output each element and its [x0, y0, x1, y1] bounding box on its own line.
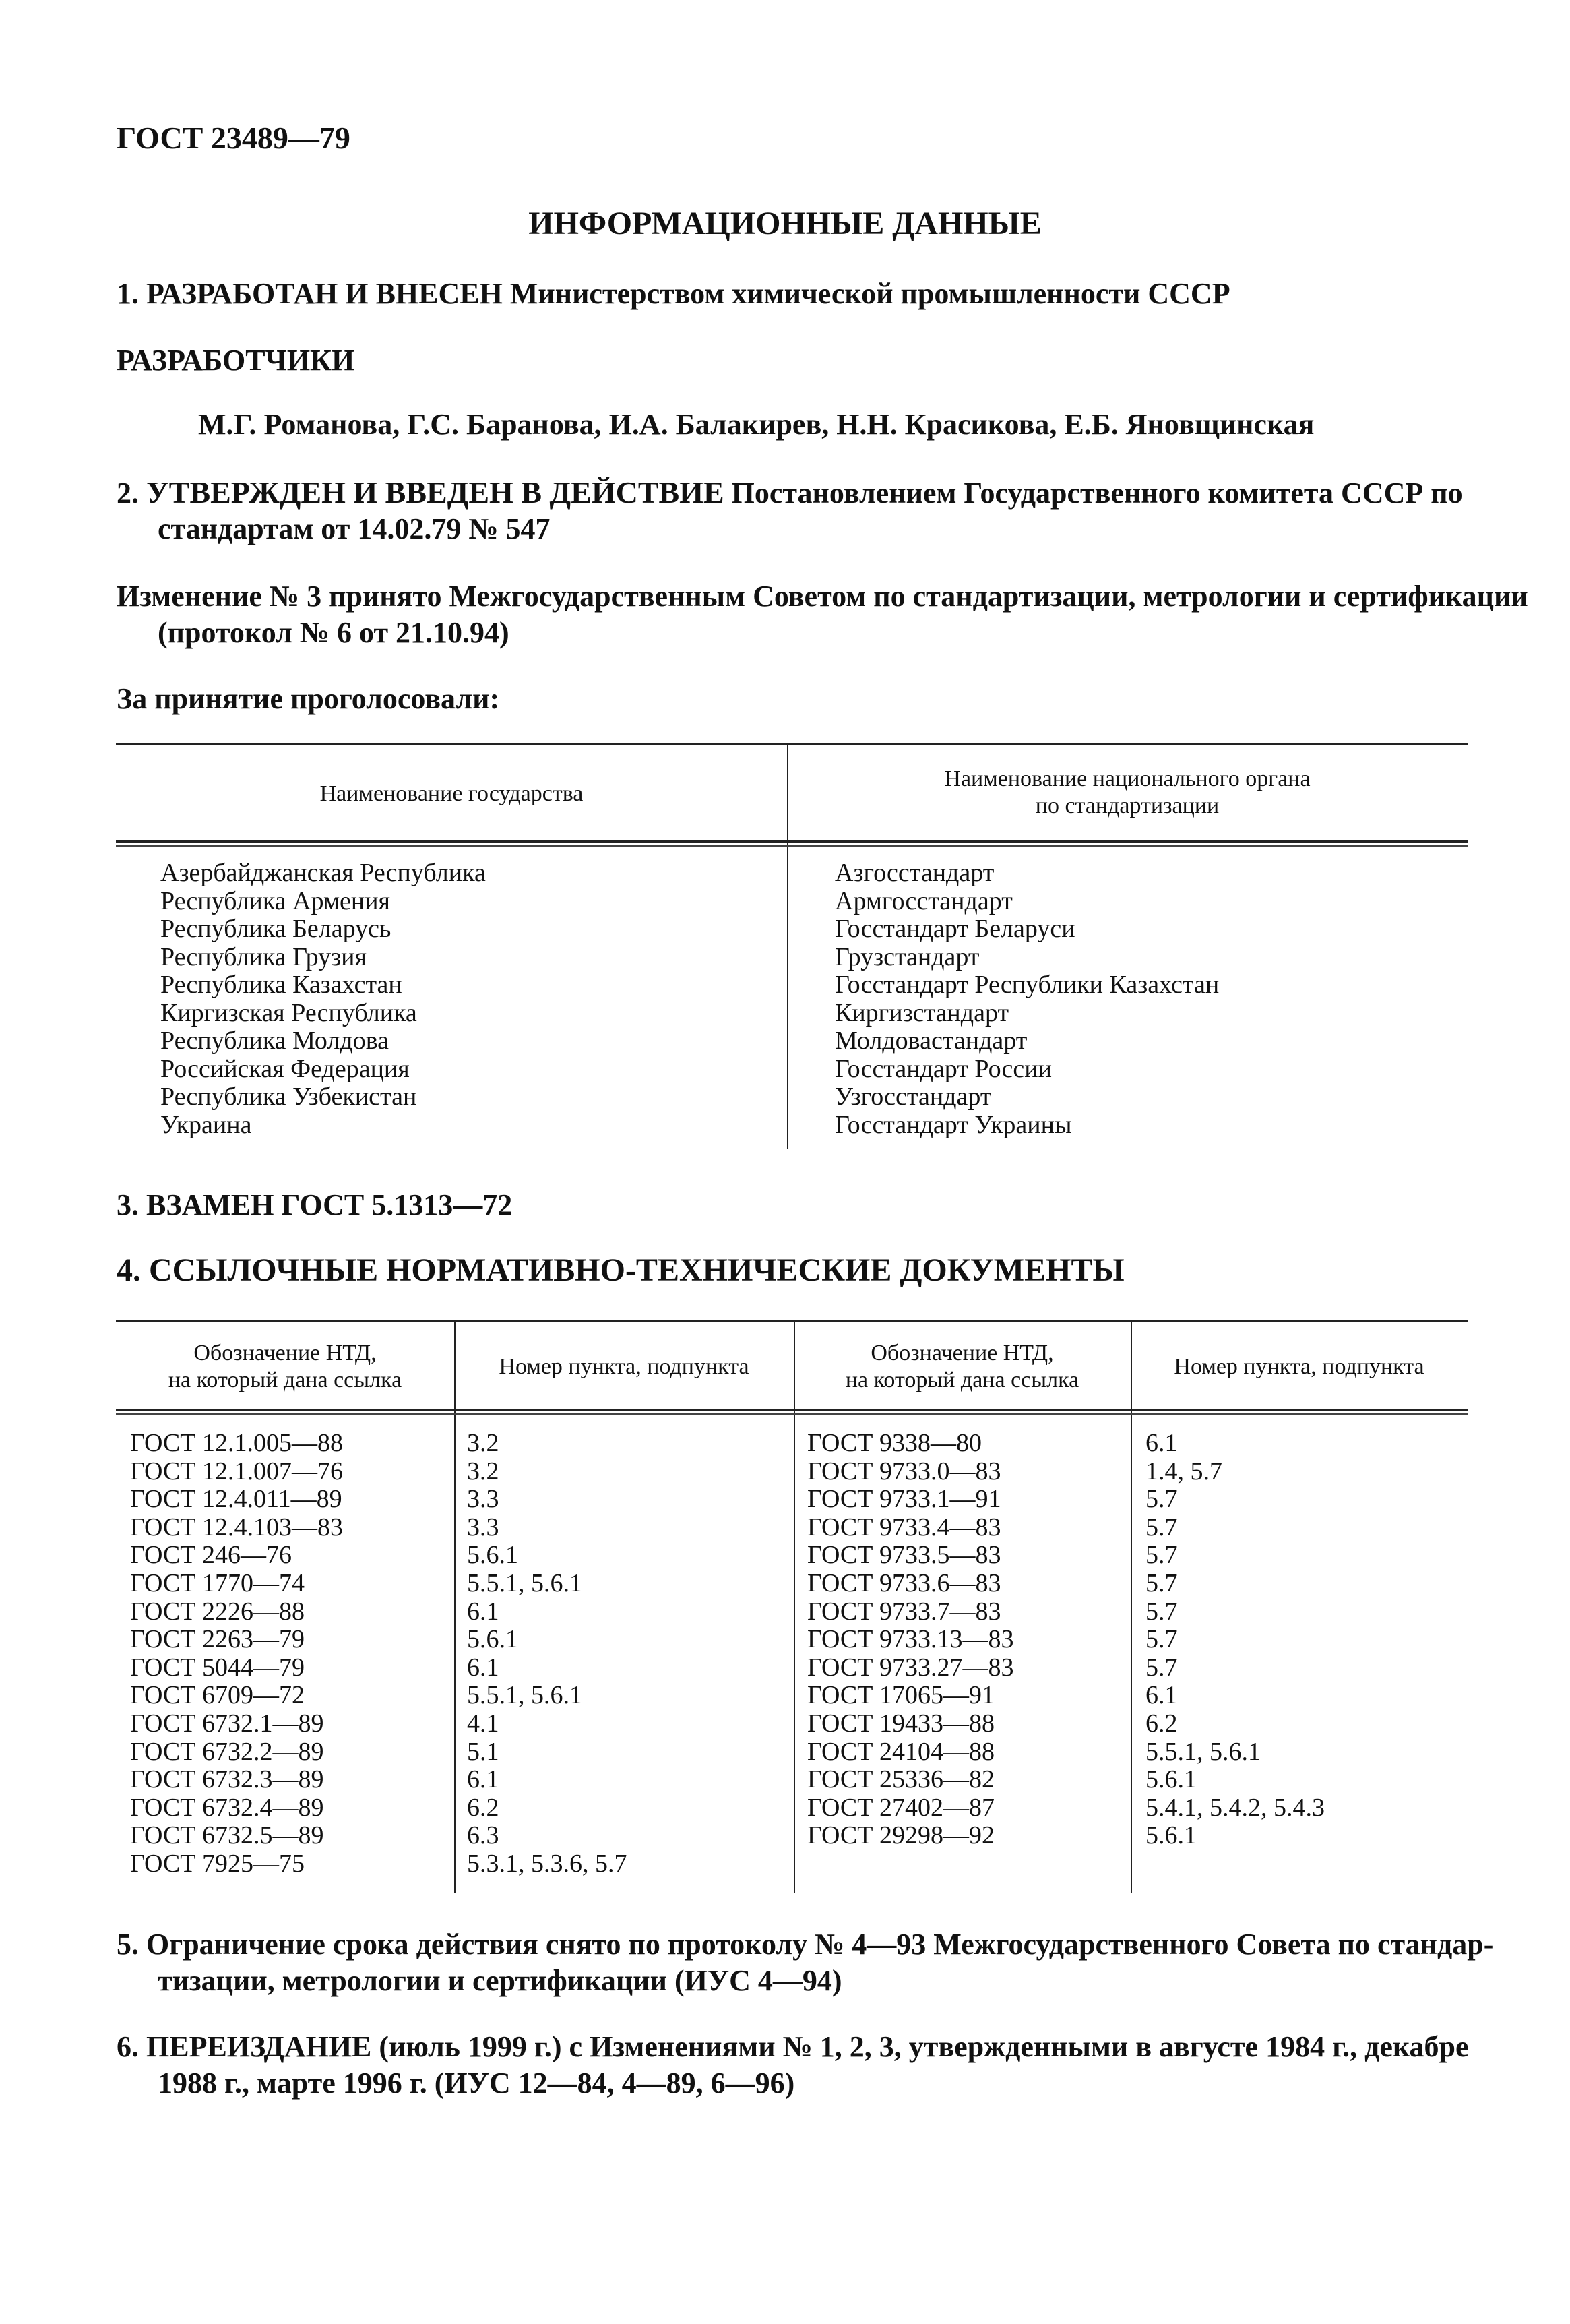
clause-item: 5.7	[1145, 1625, 1178, 1654]
header-doc-right-line-1: Обозначение НТД,	[871, 1341, 1054, 1366]
header-doc-right-line-2: на который дана ссылка	[845, 1368, 1079, 1393]
clause-item: 4.1	[467, 1709, 499, 1738]
state-item: Российская Федерация	[160, 1054, 410, 1083]
header-state: Наименование государства	[319, 781, 584, 806]
table-header-rule	[116, 1409, 1468, 1415]
doc-item: ГОСТ 17065—91	[807, 1681, 995, 1710]
state-item: Республика Беларусь	[160, 915, 391, 943]
header-national-body-line-1: Наименование национального органа	[944, 766, 1311, 791]
column-divider	[794, 1320, 795, 1893]
column-divider	[1131, 1320, 1132, 1893]
section-4	[117, 1248, 1125, 1293]
doc-item: ГОСТ 9733.4—83	[807, 1512, 1001, 1541]
reference-documents-table	[116, 1320, 1468, 1893]
doc-item: ГОСТ 6732.4—89	[130, 1793, 324, 1822]
section-1-text: Министерством химической промышленности СССР	[509, 277, 1230, 310]
section-5-line-2: тизации, метрологии и сертификации (ИУС 4—94)	[158, 1964, 842, 1997]
state-item: Украина	[160, 1110, 252, 1139]
header-national-body	[787, 766, 1468, 820]
state-item: Киргизская Республика	[160, 998, 417, 1027]
doc-item: ГОСТ 9733.1—91	[807, 1485, 1001, 1514]
section-6-lead: ПЕРЕИЗДАНИЕ	[146, 2030, 372, 2063]
section-1	[117, 272, 1230, 316]
doc-item: ГОСТ 12.4.103—83	[130, 1512, 343, 1541]
section-6-text: (июль 1999 г.) с Изменениями № 1, 2, 3, утвержденными в августе 1984 г., декабре	[379, 2030, 1469, 2063]
clause-item: 6.2	[1145, 1709, 1178, 1738]
clause-item: 5.7	[1145, 1512, 1178, 1541]
clause-item: 5.7	[1145, 1597, 1178, 1626]
page-title: ИНФОРМАЦИОННЫЕ ДАННЫЕ	[528, 206, 1042, 241]
header-doc-left	[116, 1340, 454, 1394]
doc-item: ГОСТ 6732.1—89	[130, 1709, 324, 1738]
doc-item: ГОСТ 6732.3—89	[130, 1765, 324, 1794]
doc-item: ГОСТ 6709—72	[130, 1681, 305, 1710]
body-item: Госстандарт России	[835, 1054, 1052, 1083]
body-item: Армгосстандарт	[835, 886, 1013, 915]
state-item: Республика Армения	[160, 886, 391, 915]
document-code: ГОСТ 23489—79	[117, 121, 350, 155]
state-item: Республика Узбекистан	[160, 1082, 417, 1111]
body-item: Азгосстандарт	[835, 859, 995, 887]
clause-item: 5.7	[1145, 1653, 1178, 1682]
clause-item: 5.1	[467, 1737, 499, 1766]
body-item: Молдовастандарт	[835, 1027, 1028, 1055]
section-5-number: 5.	[117, 1928, 139, 1961]
section-4-number: 4.	[117, 1252, 141, 1288]
section-3	[117, 1183, 512, 1227]
doc-item: ГОСТ 29298—92	[807, 1821, 995, 1850]
doc-item: ГОСТ 9733.13—83	[807, 1625, 1014, 1654]
clause-item: 1.4, 5.7	[1145, 1457, 1222, 1486]
doc-item: ГОСТ 2263—79	[130, 1625, 305, 1654]
doc-item: ГОСТ 12.4.011—89	[130, 1485, 342, 1514]
header-doc-left-line-2: на который дана ссылка	[168, 1368, 402, 1393]
section-2-text: Постановлением Государственного комитета СССР по	[731, 477, 1463, 510]
clause-item: 6.1	[1145, 1429, 1178, 1457]
states-list	[160, 859, 486, 1139]
table-top-rule	[116, 1320, 1468, 1322]
national-bodies-list	[835, 859, 1219, 1139]
clause-item: 5.5.1, 5.6.1	[467, 1568, 582, 1597]
clause-item: 5.6.1	[467, 1541, 518, 1570]
section-1-lead: РАЗРАБОТАН И ВНЕСЕН	[146, 277, 503, 310]
clause-item: 5.4.1, 5.4.2, 5.4.3	[1145, 1793, 1325, 1822]
doc-item: ГОСТ 6732.5—89	[130, 1821, 324, 1850]
table-header-rule	[116, 840, 1468, 847]
clause-item: 3.3	[467, 1485, 499, 1514]
right-clauses-list	[1145, 1430, 1325, 1850]
clause-item: 5.6.1	[1145, 1765, 1197, 1794]
clause-item: 3.2	[467, 1429, 499, 1457]
section-2-line-2: стандартам от 14.02.79 № 547	[158, 512, 551, 545]
body-item: Узгосстандарт	[835, 1082, 992, 1111]
body-item: Госстандарт Украины	[835, 1110, 1072, 1139]
developers-label: РАЗРАБОТЧИКИ	[117, 344, 355, 377]
section-2-number: 2.	[117, 477, 139, 510]
header-clause-right: Номер пункта, подпункта	[1174, 1354, 1424, 1379]
header-doc-right	[794, 1340, 1131, 1394]
clause-item: 3.3	[467, 1512, 499, 1541]
doc-item: ГОСТ 12.1.007—76	[130, 1457, 343, 1486]
clause-item: 6.3	[467, 1821, 499, 1850]
clause-item: 6.1	[467, 1597, 499, 1626]
header-clause-left: Номер пункта, подпункта	[499, 1354, 749, 1379]
clause-item: 6.1	[467, 1765, 499, 1794]
doc-item: ГОСТ 12.1.005—88	[130, 1429, 343, 1457]
doc-item: ГОСТ 25336—82	[807, 1765, 995, 1794]
table-top-rule	[116, 743, 1468, 745]
doc-item: ГОСТ 246—76	[130, 1541, 292, 1570]
clause-item: 5.5.1, 5.6.1	[467, 1681, 582, 1710]
clause-item: 5.6.1	[467, 1625, 518, 1654]
section-6-number: 6.	[117, 2030, 139, 2063]
clause-item: 6.1	[467, 1653, 499, 1682]
doc-item: ГОСТ 9733.7—83	[807, 1597, 1001, 1626]
section-3-number: 3.	[117, 1188, 139, 1221]
doc-item: ГОСТ 9733.5—83	[807, 1541, 1001, 1570]
clause-item: 6.2	[467, 1793, 499, 1822]
doc-item: ГОСТ 2226—88	[130, 1597, 305, 1626]
amendment-line-2: (протокол № 6 от 21.10.94)	[158, 616, 509, 649]
clause-item: 5.5.1, 5.6.1	[1145, 1737, 1261, 1766]
left-docs-list	[130, 1430, 343, 1878]
header-national-body-line-2: по стандартизации	[1035, 793, 1220, 818]
doc-item: ГОСТ 19433—88	[807, 1709, 995, 1738]
section-6-line-2: 1988 г., марте 1996 г. (ИУС 12—84, 4—89, 6—96)	[158, 2067, 795, 2100]
clause-item: 5.7	[1145, 1541, 1178, 1570]
section-5-text: Ограничение срока действия снято по протоколу № 4—93 Межгосударственного Совета по стандар-	[146, 1928, 1494, 1961]
doc-item: ГОСТ 27402—87	[807, 1793, 995, 1822]
state-item: Республика Грузия	[160, 942, 367, 971]
left-clauses-list	[467, 1430, 627, 1878]
clause-item: 5.7	[1145, 1568, 1178, 1597]
state-item: Республика Казахстан	[160, 971, 402, 999]
doc-item: ГОСТ 9733.0—83	[807, 1457, 1001, 1486]
doc-item: ГОСТ 9338—80	[807, 1429, 982, 1457]
doc-item: ГОСТ 7925—75	[130, 1849, 305, 1878]
state-item: Азербайджанская Республика	[160, 859, 486, 887]
clause-item: 5.3.1, 5.3.6, 5.7	[467, 1849, 627, 1878]
body-item: Госстандарт Беларуси	[835, 915, 1075, 943]
doc-item: ГОСТ 6732.2—89	[130, 1737, 324, 1766]
state-item: Республика Молдова	[160, 1027, 389, 1055]
header-doc-left-line-1: Обозначение НТД,	[193, 1341, 377, 1366]
clause-item: 6.1	[1145, 1681, 1178, 1710]
doc-item: ГОСТ 24104—88	[807, 1737, 995, 1766]
section-1-number: 1.	[117, 277, 139, 310]
developers-names: М.Г. Романова, Г.С. Баранова, И.А. Балакирев, Н.Н. Красикова, Е.Б. Яновщинская	[198, 408, 1315, 441]
doc-item: ГОСТ 5044—79	[130, 1653, 305, 1682]
doc-item: ГОСТ 1770—74	[130, 1568, 305, 1597]
body-item: Киргизстандарт	[835, 998, 1009, 1027]
voting-table	[116, 743, 1468, 1149]
doc-item: ГОСТ 9733.6—83	[807, 1568, 1001, 1597]
body-item: Госстандарт Республики Казахстан	[835, 971, 1220, 999]
clause-item: 5.7	[1145, 1485, 1178, 1514]
clause-item: 3.2	[467, 1457, 499, 1486]
doc-item: ГОСТ 9733.27—83	[807, 1653, 1014, 1682]
clause-item: 5.6.1	[1145, 1821, 1197, 1850]
body-item: Грузстандарт	[835, 942, 980, 971]
section-4-text: ССЫЛОЧНЫЕ НОРМАТИВНО-ТЕХНИЧЕСКИЕ ДОКУМЕНТЫ	[149, 1252, 1125, 1288]
column-divider	[454, 1320, 456, 1893]
right-docs-list	[807, 1430, 1014, 1850]
section-3-text: ВЗАМЕН ГОСТ 5.1313—72	[146, 1188, 513, 1221]
section-2-lead: УТВЕРЖДЕН И ВВЕДЕН В ДЕЙСТВИЕ	[146, 475, 724, 510]
amendment-line-1: Изменение № 3 принято Межгосударственным Советом по стандартизации, метрологии и сертификации	[117, 580, 1528, 613]
voted-label: За принятие проголосовали:	[117, 682, 500, 715]
